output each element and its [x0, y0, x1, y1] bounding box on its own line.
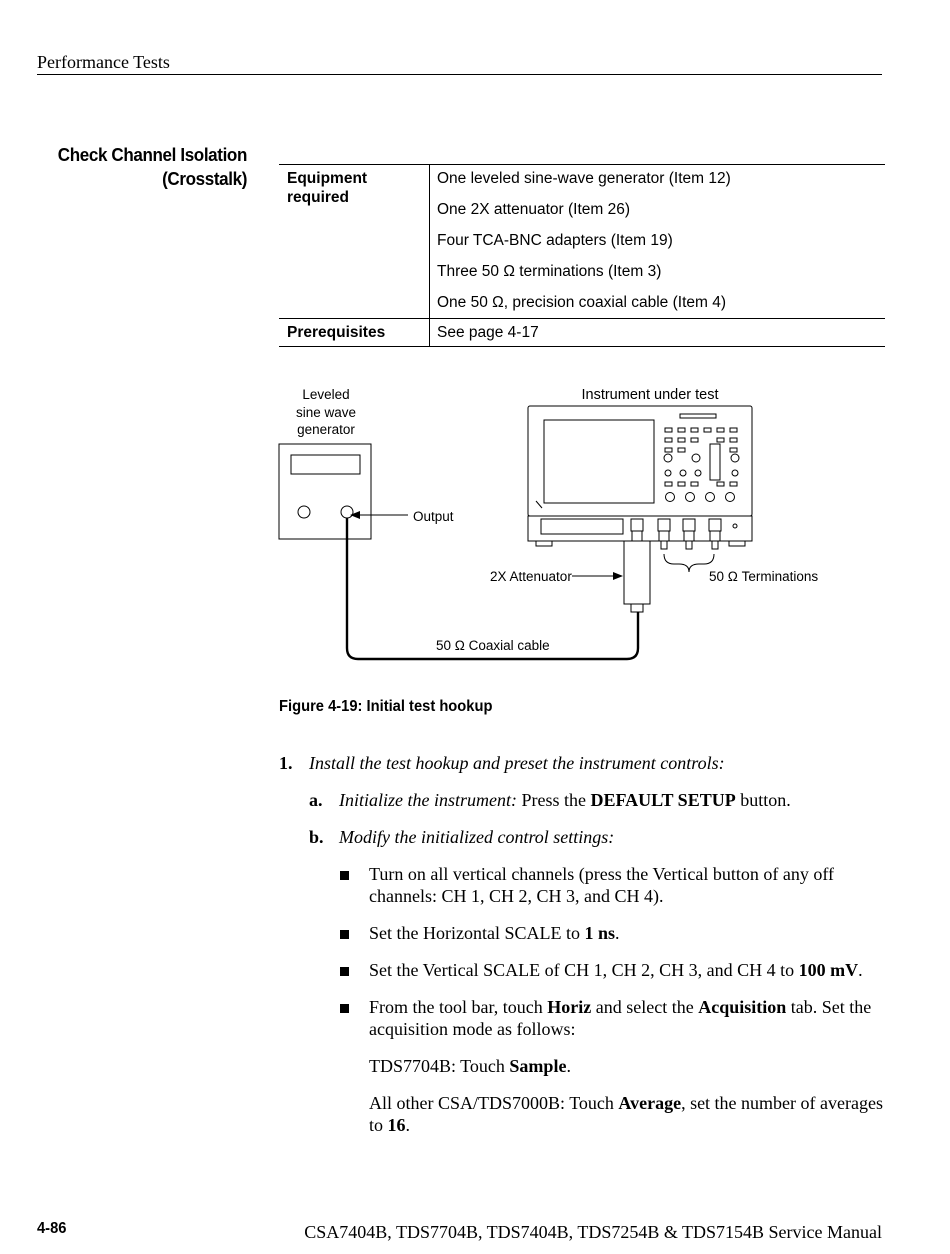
- bullet-square-icon: [340, 967, 349, 976]
- instrument-handle: [680, 414, 716, 418]
- equipment-item: Three 50 Ω terminations (Item 3): [437, 263, 662, 280]
- prerequisites-label: Prerequisites: [279, 319, 430, 346]
- attenuator-body: [624, 541, 650, 604]
- substep-letter: a.: [309, 790, 323, 810]
- bullet-text-end: .: [615, 923, 620, 943]
- bullet-item: [279, 922, 889, 944]
- terminations-brace: [664, 554, 714, 572]
- attenuator-label: 2X Attenuator: [490, 569, 572, 584]
- bullet-text: From the tool bar, touch: [369, 997, 548, 1017]
- output-label: Output: [413, 509, 454, 524]
- bullet-item: [279, 863, 889, 907]
- bullet-text-mid: and select the: [591, 997, 699, 1017]
- equipment-list: [430, 165, 885, 318]
- bullet-square-icon: [340, 930, 349, 939]
- hookup-diagram: [270, 378, 830, 678]
- instrument-foot: [536, 541, 552, 546]
- instrument-body: [528, 406, 752, 516]
- generator-box: [279, 444, 371, 539]
- mode-note-end: .: [566, 1056, 571, 1076]
- generator-output-connector: [341, 506, 353, 518]
- generator-label-line1: Leveled: [302, 387, 350, 402]
- figure-caption: Figure 4-19: Initial test hookup: [279, 698, 493, 715]
- requirements-table: [279, 164, 885, 347]
- generator-knob: [298, 506, 310, 518]
- bullet-square-icon: [340, 871, 349, 880]
- mode-note: [279, 1055, 889, 1077]
- prerequisites-row: [279, 318, 885, 346]
- channel-connectors: [631, 519, 721, 549]
- bullet-square-icon: [340, 1004, 349, 1013]
- bullet-item: [279, 996, 889, 1040]
- generator-display: [291, 455, 360, 474]
- header-rule: [37, 74, 882, 75]
- equipment-item: One 2X attenuator (Item 26): [437, 201, 630, 218]
- bullet-text: Turn on all vertical channels (press the Vertical button of any off channels: CH 1, CH 2, CH 3, and CH 4).: [369, 864, 835, 906]
- substep-a-lead: Initialize the instrument:: [339, 790, 517, 810]
- instrument-label: Instrument under test: [581, 387, 719, 403]
- substep-b: [279, 826, 889, 848]
- default-setup-button-ref: DEFAULT SETUP: [590, 790, 736, 810]
- attenuator-connector: [631, 604, 643, 612]
- bullet-value: 1 ns: [584, 923, 615, 943]
- instrument-drive-slot: [541, 519, 623, 534]
- step-number: 1.: [279, 753, 293, 773]
- mode-note-text: All other CSA/TDS7000B: Touch: [369, 1093, 619, 1113]
- mode-note-end: .: [405, 1115, 411, 1135]
- equipment-item: One leveled sine-wave generator (Item 12): [437, 170, 731, 187]
- horiz-ref: Horiz: [547, 997, 592, 1017]
- acquisition-tab-ref: Acquisition: [698, 997, 787, 1017]
- instrument-aux-connector: [733, 524, 737, 528]
- output-arrowhead: [350, 511, 360, 519]
- equipment-item: Four TCA-BNC adapters (Item 19): [437, 232, 673, 249]
- substep-a-text: Press the: [516, 790, 591, 810]
- substep-b-lead: Modify the initialized control settings:: [339, 827, 615, 847]
- mode-note-mid: , set the number of averages to: [369, 1093, 883, 1135]
- cable-label: 50 Ω Coaxial cable: [436, 638, 550, 653]
- instrument-pen: [536, 501, 542, 508]
- adapter: [632, 531, 642, 541]
- mode-note-text: TDS7704B: Touch: [369, 1056, 510, 1076]
- instrument-screen: [544, 420, 654, 503]
- section-title-line1: Check Channel Isolation: [57, 144, 247, 165]
- bullet-text: Set the Horizontal SCALE to: [369, 923, 585, 943]
- instrument-lower-panel: [528, 516, 752, 541]
- section-title-line2: (Crosstalk): [162, 168, 247, 189]
- bullet-text: Set the Vertical SCALE of CH 1, CH 2, CH 3, and CH 4 to: [369, 960, 799, 980]
- averages-count: 16: [387, 1115, 406, 1135]
- mode-note: [279, 1092, 889, 1136]
- average-ref: Average: [618, 1093, 682, 1113]
- equipment-label-line1: Equipment: [287, 170, 368, 187]
- section-title: [57, 143, 247, 191]
- instrument-foot: [729, 541, 745, 546]
- equipment-row: [279, 165, 885, 318]
- substep-letter: b.: [309, 827, 324, 847]
- running-head: Performance Tests: [37, 52, 170, 72]
- manual-title: CSA7404B, TDS7704B, TDS7404B, TDS7254B & TDS7154B Service Manual: [304, 1222, 882, 1242]
- terminations-label: 50 Ω Terminations: [709, 569, 819, 584]
- bullet-text-end: tab. Set the acquisition mode as follows:: [369, 997, 872, 1039]
- prerequisites-value: See page 4-17: [437, 324, 539, 341]
- equipment-label: [279, 165, 430, 318]
- equipment-item: One 50 Ω, precision coaxial cable (Item 4): [437, 294, 726, 311]
- sample-ref: Sample: [509, 1056, 567, 1076]
- page-number: 4-86: [37, 1220, 67, 1237]
- substep-a-text-end: button.: [735, 790, 791, 810]
- generator-label-line2: sine wave: [295, 405, 357, 420]
- step-1: [279, 752, 889, 774]
- bullet-item: [279, 959, 889, 981]
- procedure: [279, 752, 889, 1151]
- equipment-label-line2: required: [287, 189, 350, 206]
- bullet-value: 100 mV: [798, 960, 859, 980]
- bullet-text-end: .: [858, 960, 863, 980]
- substep-a: [279, 789, 889, 811]
- step-1-text: Install the test hookup and preset the instrument controls:: [309, 753, 725, 773]
- generator-label-line3: generator: [297, 422, 355, 437]
- instrument-controls: [664, 428, 739, 502]
- attenuator-arrowhead: [613, 572, 623, 580]
